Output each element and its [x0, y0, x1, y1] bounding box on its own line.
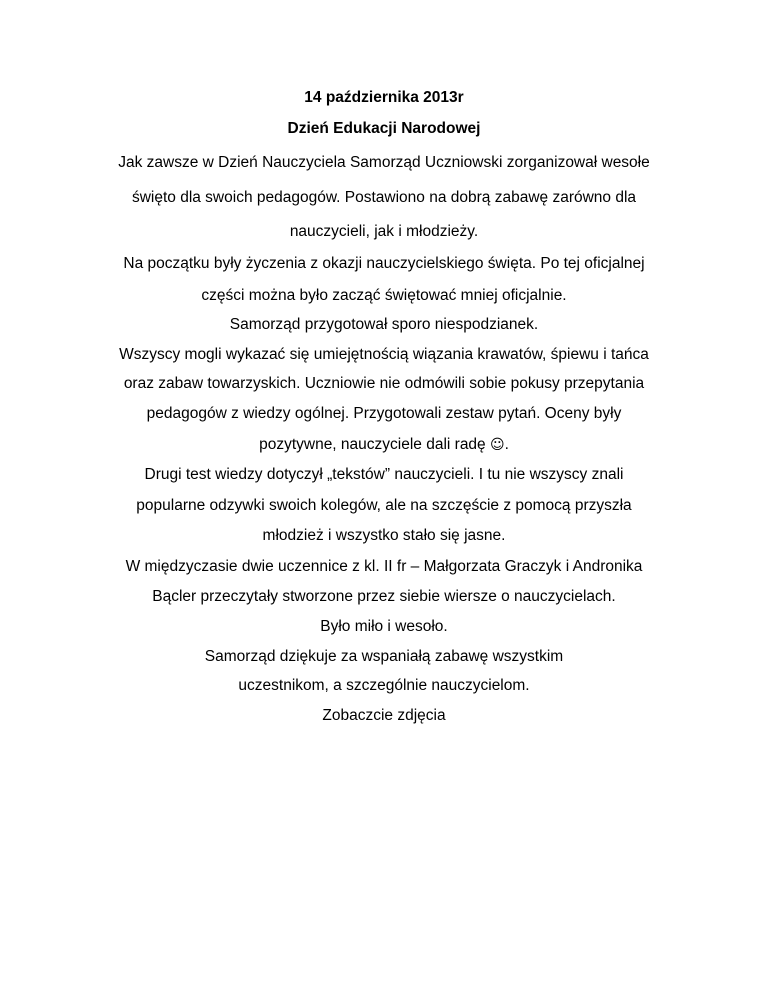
body-line: święto dla swoich pedagogów. Postawiono na dobrą zabawę zarówno dla — [131, 189, 637, 206]
body-line: W międzyczasie dwie uczennice z kl. II fr – Małgorzata Graczyk i Andronika — [125, 558, 643, 575]
body-line: popularne odzywki swoich kolegów, ale na szczęście z pomocą przyszła — [136, 497, 632, 514]
body-line-with-smiley — [0, 435, 768, 455]
body-line: Bącler przeczytały stworzone przez siebie wiersze o nauczycielach. — [152, 588, 616, 605]
body-line: Było miło i wesoło. — [320, 618, 448, 635]
body-line: Samorząd przygotował sporo niespodzianek. — [229, 316, 539, 333]
smiley-icon: ☺ — [490, 437, 505, 453]
body-line: pedagogów z wiedzy ogólnej. Przygotowali zestaw pytań. Oceny były — [146, 405, 622, 422]
smiley-suffix: . — [504, 436, 509, 453]
body-line: Wszyscy mogli wykazać się umiejętnością wiązania krawatów, śpiewu i tańca — [119, 346, 649, 363]
body-line: pozytywne, nauczyciele dali radę — [259, 436, 486, 453]
document-title: Dzień Edukacji Narodowej — [287, 120, 481, 137]
see-photos-line: Zobaczcie zdjęcia — [322, 707, 446, 724]
body-line: części można było zacząć świętować mniej oficjalnie. — [201, 287, 567, 304]
body-line: młodzież i wszystko stało się jasne. — [262, 527, 506, 544]
body-line: nauczycieli, jak i młodzieży. — [289, 223, 479, 240]
body-line: Samorząd dziękuje za wspaniałą zabawę wszystkim — [204, 648, 564, 665]
document-date: 14 października 2013r — [304, 89, 464, 106]
body-line: Drugi test wiedzy dotyczył „tekstów” nauczycieli. I tu nie wszyscy znali — [144, 466, 624, 483]
body-line: Na początku były życzenia z okazji nauczycielskiego święta. Po tej oficjalnej — [123, 255, 645, 272]
body-line: Jak zawsze w Dzień Nauczyciela Samorząd Uczniowski zorganizował wesołe — [118, 154, 650, 171]
body-line: oraz zabaw towarzyskich. Uczniowie nie odmówili sobie pokusy przepytania — [123, 375, 645, 392]
body-line: uczestnikom, a szczególnie nauczycielom. — [238, 677, 530, 694]
